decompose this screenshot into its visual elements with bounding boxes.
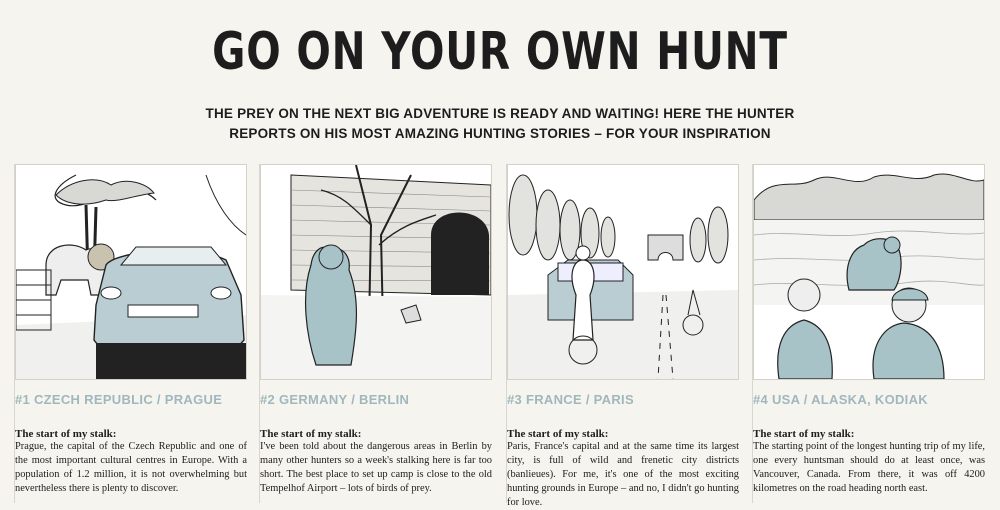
page-title: GO ON YOUR OWN HUNT <box>212 22 788 82</box>
stalk-label: The start of my stalk: <box>15 428 117 440</box>
illustration-bear-arch <box>260 164 492 380</box>
story-card-prague <box>14 164 247 503</box>
card-body: The starting point of the longest hunting trip of my life, one every huntsman should do at least once, was Vancouver, Canada. From there, it was off 4200 kilometres on the road heading north east. <box>753 441 985 494</box>
cyclists-arc-drawing <box>508 165 738 379</box>
stalk-label: The start of my stalk: <box>507 428 609 440</box>
card-body: I've been told about the dangerous areas in Berlin by many other hunters so a week's stalking here is far too short. The best place to set up camp is close to the old Tempelhof Airport – lots of birds of prey. <box>260 441 492 494</box>
story-card-berlin <box>259 164 492 503</box>
illustration-bear-river <box>753 164 985 380</box>
stalk-label: The start of my stalk: <box>260 428 362 440</box>
illustration-lion-car <box>15 164 247 380</box>
bear-arch-drawing <box>261 165 491 379</box>
stalk-label: The start of my stalk: <box>753 428 855 440</box>
card-body: Paris, France's capital and at the same time its largest city, is full of wild and frenetic city districts (banlieues). For me, it's one of the most exciting hunting grounds in Europe – and no, I didn't go hunting for love. <box>507 441 739 508</box>
card-heading: #2 GERMANY / BERLIN <box>260 392 410 407</box>
story-card-paris <box>506 164 739 508</box>
card-heading: #3 FRANCE / PARIS <box>507 392 634 407</box>
lion-car-drawing <box>16 165 246 379</box>
page-subtitle: THE PREY ON THE NEXT BIG ADVENTURE IS READY AND WAITING! HERE THE HUNTER REPORTS ON HIS MOST AMAZING HUNTING STORIES – FOR YOUR INSPIRATION <box>205 106 795 141</box>
card-heading: #4 USA / ALASKA, KODIAK <box>753 392 928 407</box>
illustration-cyclists-arc <box>507 164 739 380</box>
card-heading: #1 CZECH REPUBLIC / PRAGUE <box>15 392 223 407</box>
bear-river-drawing <box>754 165 984 379</box>
story-card-kodiak <box>752 164 985 503</box>
card-body: Prague, the capital of the Czech Republic and one of the most important cultural centres in Europe. With a population of 1.2 million, it is not overwhelming but nevertheless there is plenty to discover. <box>15 441 247 494</box>
